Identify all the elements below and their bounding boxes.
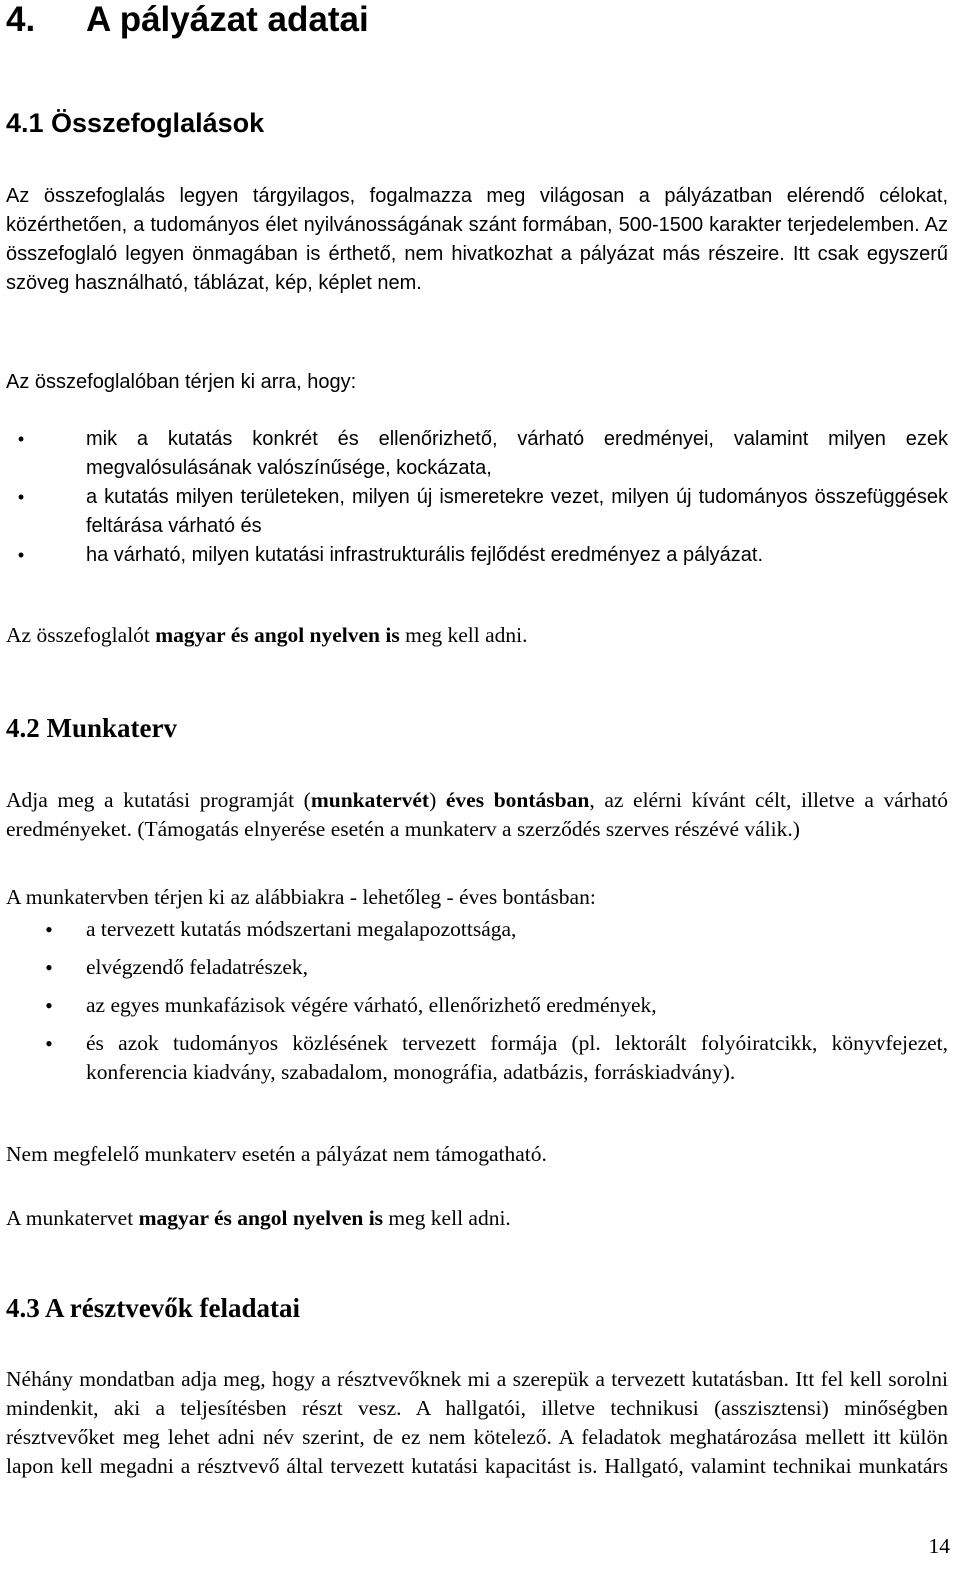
bullet-icon: • bbox=[45, 917, 53, 942]
bullet-icon: • bbox=[17, 487, 25, 507]
chapter-title: A pályázat adatai bbox=[86, 0, 369, 39]
list-item: • elvégzendő feladatrészek, bbox=[6, 953, 948, 982]
participants-paragraph: Néhány mondatban adja meg, hogy a résztvevőknek mi a szerepük a tervezett kutatásban. Itt fel kell sorolni mindenkit, aki a teljesítésben részt vesz. A hallgatói, illetve technikusi (asszisztensi) minőségben résztvevőket meg lehet adni név szerint, de ez nem kötelező. A feladatok meghatározása mellett itt külön lapon kell megadni a résztvevő által tervezett kutatási kapacitást is. Hallgató, valamint technikai munkatárs bbox=[6, 1367, 948, 1478]
summary-intro bbox=[6, 368, 948, 397]
section-heading-4-1: 4.1 Összefoglalások bbox=[6, 108, 265, 138]
chapter-heading bbox=[6, 0, 369, 40]
chapter-number: 4. bbox=[6, 0, 36, 39]
bullet-icon: • bbox=[17, 429, 25, 449]
workplan-paragraph: Adja meg a kutatási programját (munkatervét) éves bontásban, az elérni kívánt célt, illetve a várható eredményeket. (Támogatás elnyerése esetén a munkaterv a szerződés szerves részévé válik.) bbox=[6, 788, 948, 841]
list-item: • és azok tudományos közlésének tervezett formája (pl. lektorált folyóiratcikk, könyvfejezet, konferencia kiadvány, szabadalom, monográfia, adatbázis, forráskiadvány). bbox=[6, 1029, 948, 1087]
workplan-closing: A munkatervet magyar és angol nyelven is meg kell adni. bbox=[6, 1206, 511, 1230]
list-item: • ha várható, milyen kutatási infrastrukturális fejlődést eredményez a pályázat. bbox=[6, 541, 948, 570]
workplan-list bbox=[6, 915, 948, 1087]
section-heading-4-3: 4.3 A résztvevők feladatai bbox=[6, 1293, 300, 1323]
summary-text: Az összefoglalás legyen tárgyilagos, fogalmazza meg világosan a pályázatban elérendő célokat, közérthetően, a tudományos élet nyilvánosságának szánt formában, 500-1500 karakter terjedelemben. Az összefoglaló legyen önmagában is érthető, nem hivatkozhat a pályázat más részeire. Itt csak egyszerű szöveg használható, táblázat, kép, képlet nem. bbox=[6, 185, 948, 294]
summary-closing: Az összefoglalót magyar és angol nyelven is meg kell adni. bbox=[6, 623, 528, 647]
list-item: • az egyes munkafázisok végére várható, ellenőrizhető eredmények, bbox=[6, 991, 948, 1020]
list-item: • mik a kutatás konkrét és ellenőrizhető, várható eredményei, valamint milyen ezek megvalósulásának valószínűsége, kockázata, bbox=[6, 425, 948, 483]
bullet-icon: • bbox=[17, 545, 25, 565]
bullet-icon: • bbox=[45, 993, 53, 1018]
emphasis: éves bontásban bbox=[445, 788, 590, 812]
emphasis: munkatervét bbox=[310, 788, 430, 812]
bullet-icon: • bbox=[45, 1031, 53, 1056]
list-item: • a kutatás milyen területeken, milyen új ismeretekre vezet, milyen új tudományos összefüggések feltárása várható és bbox=[6, 483, 948, 541]
emphasis: magyar és angol nyelven is bbox=[138, 1206, 384, 1230]
section-heading-4-2: 4.2 Munkaterv bbox=[6, 713, 177, 743]
workplan-intro: A munkatervben térjen ki az alábbiakra - lehetőleg - éves bontásban: bbox=[6, 885, 596, 909]
emphasis: magyar és angol nyelven is bbox=[155, 623, 400, 647]
page-number: 14 bbox=[928, 1534, 950, 1558]
summary-intro-text: Az összefoglalóban térjen ki arra, hogy: bbox=[6, 371, 357, 393]
bullet-icon: • bbox=[45, 955, 53, 980]
list-item: • a tervezett kutatás módszertani megalapozottsága, bbox=[6, 915, 948, 944]
workplan-warning: Nem megfelelő munkaterv esetén a pályázat nem támogatható. bbox=[6, 1142, 547, 1166]
summary-list bbox=[6, 425, 948, 570]
summary-paragraph bbox=[6, 182, 948, 298]
